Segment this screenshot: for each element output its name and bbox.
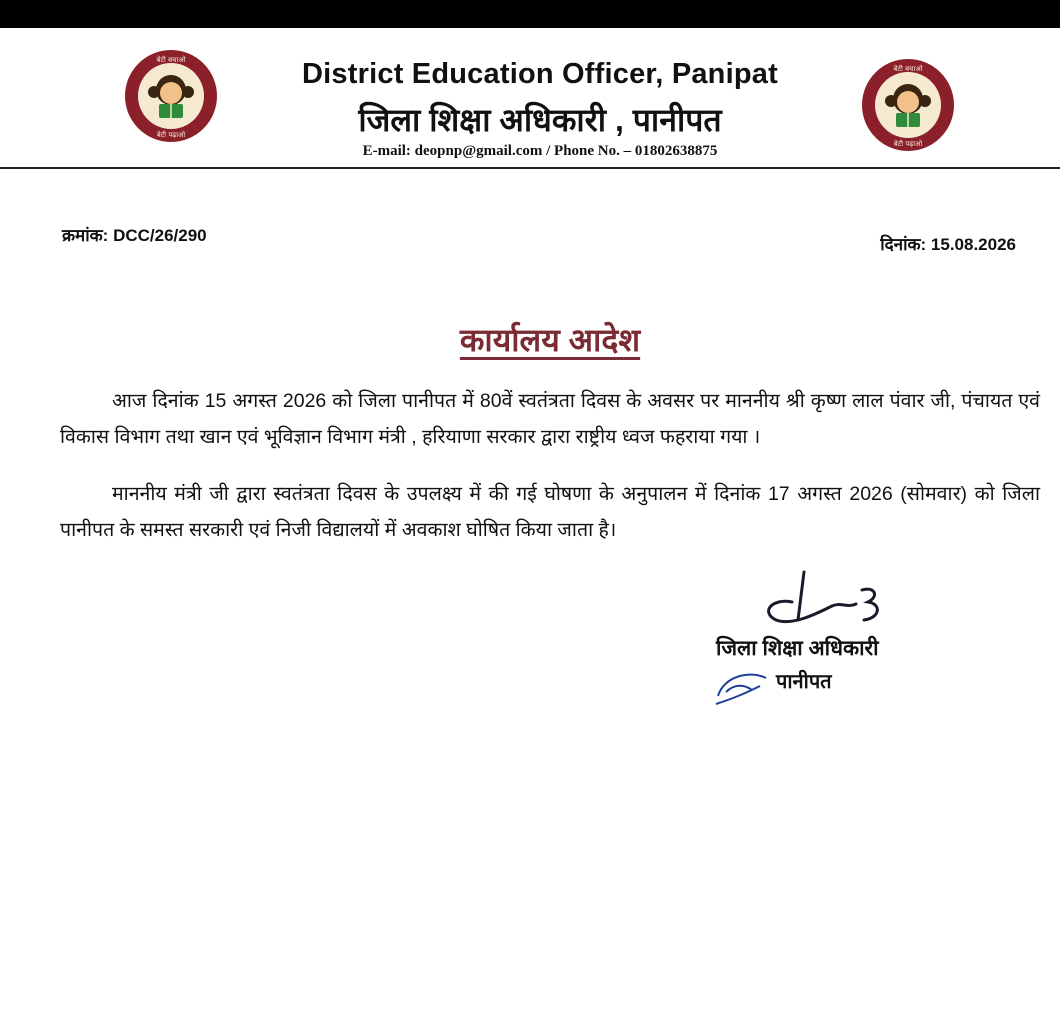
letter-date: दिनांक: 15.08.2026 xyxy=(880,235,1016,254)
signatory-title: जिला शिक्षा अधिकारी xyxy=(716,637,879,660)
reference-number: क्रमांक: DCC/26/290 xyxy=(62,226,207,245)
office-contact: E-mail: deopnp@gmail.com / Phone No. – 01802638875 xyxy=(362,143,718,159)
body-paragraph-2 xyxy=(60,476,1040,548)
body-paragraph-1-text: आज दिनांक 15 अगस्त 2026 को जिला पानीपत में 80वें स्वतंत्रता दिवस के अवसर पर माननीय श्री कृष्ण लाल पंवार जी, पंचायत एवं विकास विभाग तथा खान एवं भूविज्ञान विभाग मंत्री , हरियाणा सरकार द्वारा राष्ट्रीय ध्वज फहराया गया । xyxy=(60,390,1040,448)
signatory-place: पानीपत xyxy=(776,671,832,693)
office-title-hindi: जिला शिक्षा अधिकारी , पानीपत xyxy=(358,102,722,138)
office-title-english: District Education Officer, Panipat xyxy=(302,58,778,90)
beti-bachao-logo-right xyxy=(860,57,956,153)
ink-stamp-mark xyxy=(710,666,774,708)
beti-bachao-logo-left xyxy=(123,48,219,144)
svg-text:बेटी पढ़ाओ: बेटी पढ़ाओ xyxy=(893,140,923,148)
svg-text:बेटी पढ़ाओ: बेटी पढ़ाओ xyxy=(156,131,186,139)
header-divider xyxy=(0,167,1060,169)
svg-text:बेटी बचाओ: बेटी बचाओ xyxy=(893,65,923,73)
handwritten-signature xyxy=(752,568,892,638)
body-paragraph-1 xyxy=(60,383,1040,455)
order-subject: कार्यालय आदेश xyxy=(459,322,641,358)
top-black-bar xyxy=(0,0,1060,28)
body-paragraph-2-text: माननीय मंत्री जी द्वारा स्वतंत्रता दिवस के उपलक्ष्य में की गई घोषणा के अनुपालन में दिनांक 17 अगस्त 2026 (सोमवार) को जिला पानीपत के समस्त सरकारी एवं निजी विद्यालयों में अवकाश घोषित किया जाता है। xyxy=(60,483,1040,541)
svg-text:बेटी बचाओ: बेटी बचाओ xyxy=(156,56,186,64)
